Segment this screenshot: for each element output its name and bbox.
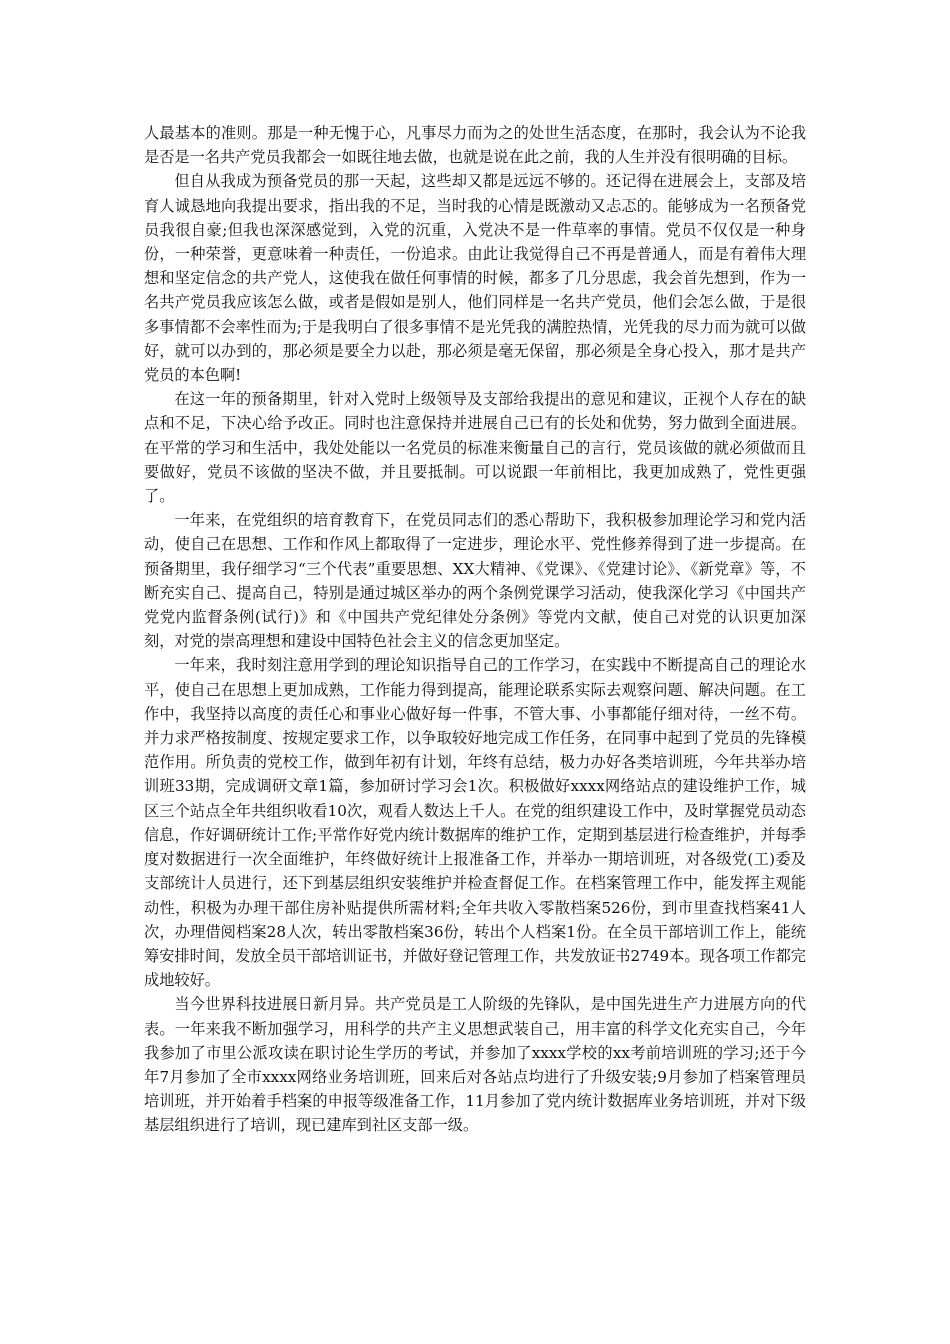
paragraph: 但自从我成为预备党员的那一天起，这些却又都是远远不够的。还记得在进展会上，支部及培育人诚恳地向我提出要求，指出我的不足，当时我的心情是既激动又忐忑的。能够成为一名预备党员我很自豪;但我也深深感觉到，入党的沉重，入党决不是一件草率的事情。党员不仅仅是一种身份，一种荣誉，更意味着一种责任，一份追求。由此让我觉得自己不再是普通人，而是有着伟大理想和坚定信念的共产党人，这使我在做任何事情的时候，都多了几分思虑，我会首先想到，作为一名共产党员我应该怎么做，或者是假如是别人，他们同样是一名共产党员，他们会怎么做，于是很多事情都不会率性而为;于是我明白了很多事情不是光凭我的满腔热情，光凭我的尽力而为就可以做好，就可以办到的，那必须是要全力以赴，那必须是毫无保留，那必须是全身心投入，那才是共产党员的本色啊! <box>144 172 806 385</box>
paragraph-continuation: 人最基本的准则。那是一种无愧于心，凡事尽力而为之的处世生活态度，在那时，我会认为不论我是否是一名共产党员我都会一如既往地去做，也就是说在此之前，我的人生并没有很明确的目标。 <box>144 124 806 167</box>
paragraph: 一年来，在党组织的培育教育下，在党员同志们的悉心帮助下，我积极参加理论学习和党内活动，使自己在思想、工作和作风上都取得了一定进步，理论水平、党性修养得到了进一步提高。在预备期里，我仔细学习“三个代表”重要思想、XX大精神、《党课》、《党建讨论》、《新党章》等，不断充实自己、提高自己，特别是通过城区举办的两个条例党课学习活动，使我深化学习《中国共产党党内监督条例(试行)》和《中国共产党纪律处分条例》等党内文献，使自己对党的认识更加深刻，对党的崇高理想和建设中国特色社会主义的信念更加坚定。 <box>144 511 806 651</box>
document-body <box>144 121 806 1138</box>
paragraph: 一年来，我时刻注意用学到的理论知识指导自己的工作学习，在实践中不断提高自己的理论水平，使自己在思想上更加成熟，工作能力得到提高，能理论联系实际去观察问题、解决问题。在工作中，我坚持以高度的责任心和事业心做好每一件事，不管大事、小事都能仔细对待，一丝不苟。并力求严格按制度、按规定要求工作，以争取较好地完成工作任务，在同事中起到了党员的先锋模范作用。所负责的党校工作，做到年初有计划，年终有总结，极力办好各类培训班，今年共举办培训班33期，完成调研文章1篇，参加研讨学习会1次。积极做好xxxx网络站点的建设维护工作，城区三个站点全年共组织收看10次，观看人数达上千人。在党的组织建设工作中，及时掌握党员动态信息，作好调研统计工作;平常作好党内统计数据库的维护工作，定期到基层进行检查维护，并每季度对数据进行一次全面维护，年终做好统计上报准备工作，并举办一期培训班，对各级党(工)委及支部统计人员进行，还下到基层组织安装维护并检查督促工作。在档案管理工作中，能发挥主观能动性，积极为办理干部住房补贴提供所需材料;全年共收入零散档案526份，到市里查找档案41人次，办理借阅档案28人次，转出零散档案36份，转出个人档案1份。在全员干部培训工作上，能统筹安排时间，发放全员干部培训证书，并做好登记管理工作，共发放证书2749本。现各项工作都完成地较好。 <box>144 656 806 990</box>
paragraph: 当今世界科技进展日新月异。共产党员是工人阶级的先锋队，是中国先进生产力进展方向的代表。一年来我不断加强学习，用科学的共产主义思想武装自己，用丰富的科学文化充实自己，今年我参加了市里公派攻读在职讨论生学历的考试，并参加了xxxx学校的xx考前培训班的学习;还于今年7月参加了全市xxxx网络业务培训班，回来后对各站点均进行了升级安装;9月参加了档案管理员培训班，并开始着手档案的申报等级准备工作，11月参加了党内统计数据库业务培训班，并对下级基层组织进行了培训，现已建库到社区支部一级。 <box>144 995 806 1135</box>
paragraph: 在这一年的预备期里，针对入党时上级领导及支部给我提出的意见和建议，正视个人存在的缺点和不足，下决心给予改正。同时也注意保持并进展自己已有的长处和优势，努力做到全面进展。在平常的学习和生活中，我处处能以一名党员的标准来衡量自己的言行，党员该做的就必须做而且要做好，党员不该做的坚决不做，并且要抵制。可以说跟一年前相比，我更加成熟了，党性更强了。 <box>144 390 806 506</box>
